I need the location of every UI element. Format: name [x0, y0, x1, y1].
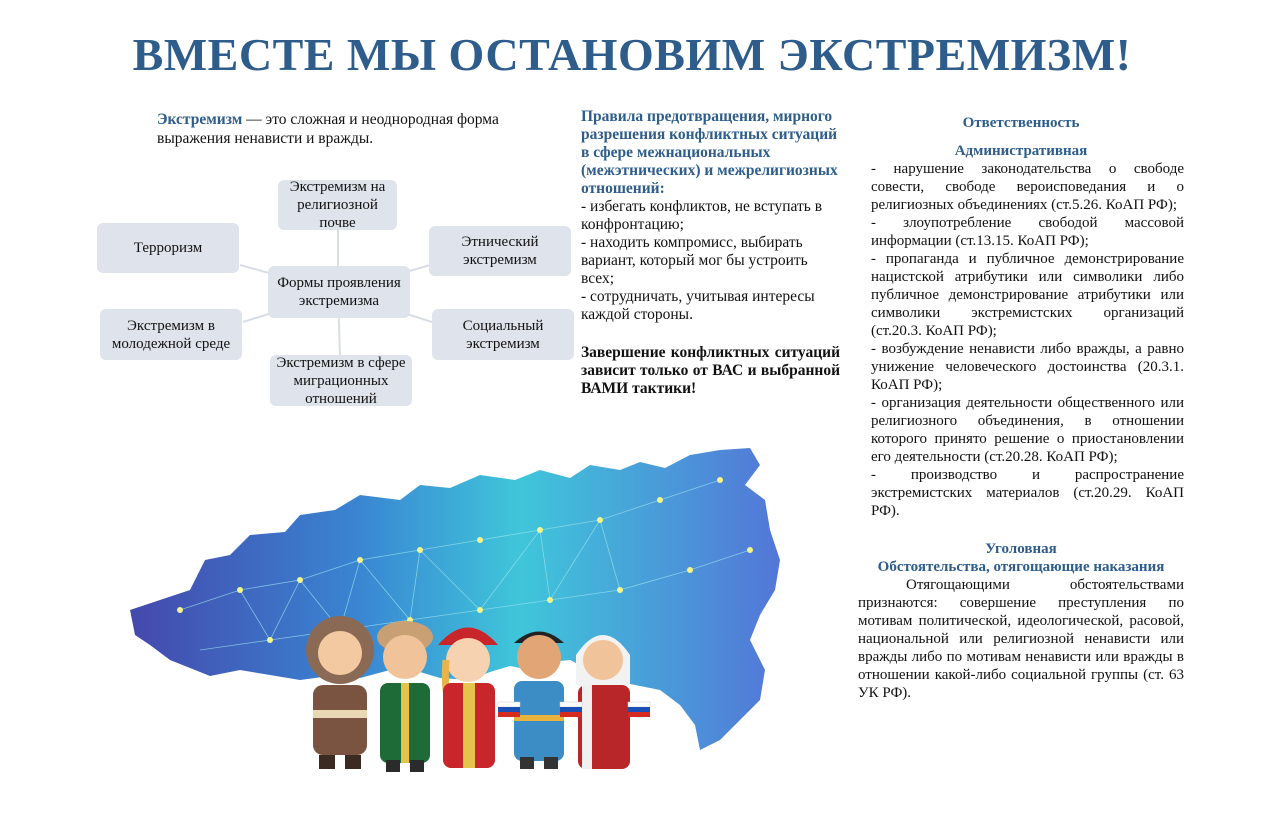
- rules-final-note: Завершение конфликтных ситуаций зависит только от ВАС и выбранной ВАМИ тактики!: [581, 344, 840, 397]
- page-title: ВМЕСТЕ МЫ ОСТАНОВИМ ЭКСТРЕМИЗМ!: [132, 29, 1132, 80]
- russia-map-with-people-icon: [120, 440, 790, 780]
- responsibility-section: [858, 114, 1184, 702]
- intro-text: — это сложная и неоднородная форма выражения ненависти и вражды.: [157, 111, 499, 147]
- rules-section: [581, 108, 840, 398]
- rules-title: Правила предотвращения, мирного разрешения конфликтных ситуаций в сфере межнациональных (межэтнических) и межрелигиозных отношений:: [581, 108, 838, 197]
- mindmap-center: Формы проявления экстремизма: [268, 266, 410, 318]
- flag-icon: [628, 702, 650, 717]
- mindmap-node-ethnic: Этнический экстремизм: [429, 226, 571, 276]
- admin-item: - организация деятельности общественного или религиозного объединения, в отношении которого принято решение о приостановлении его деятельности (ст.20.28. КоАП РФ);: [871, 395, 1184, 465]
- person-north: [306, 616, 374, 769]
- admin-item: - злоупотребление свободой массовой информации (ст.13.15. КоАП РФ);: [871, 215, 1184, 249]
- mindmap-node-religious: Экстремизм на религиозной почве: [278, 180, 397, 230]
- person-green: [377, 621, 433, 772]
- mindmap-node-social: Социальный экстремизм: [432, 309, 574, 360]
- person-white-scarf: [576, 635, 630, 769]
- admin-list: [871, 160, 1184, 520]
- rule-item: - избегать конфликтов, не вступать в конфронтацию;: [581, 198, 823, 233]
- flag-icon: [560, 702, 582, 717]
- person-blue: [514, 632, 564, 770]
- criminal-subheading: Обстоятельства, отягощающие наказания: [877, 559, 1165, 575]
- criminal-section: [858, 540, 1184, 702]
- responsibility-heading: Ответственность: [962, 115, 1080, 131]
- admin-item: - нарушение законодательства о свободе совести, свободе вероисповедания и о религиозных объединениях (ст.5.26. КоАП РФ);: [871, 161, 1184, 213]
- criminal-text: Отягощающими обстоятельствами признаются: совершение преступления по мотивам политической, идеологической, расовой, национальной или религиозной ненависти или вражды либо по мотивам ненависти или вражды в отношении какой-либо социальной группы (ст. 63 УК РФ).: [858, 577, 1184, 701]
- admin-item: - производство и распространение экстремистских материалов (ст.20.29. КоАП РФ).: [871, 467, 1184, 519]
- intro-term: Экстремизм: [157, 111, 243, 128]
- admin-heading: Административная: [954, 143, 1088, 159]
- mindmap-node-migration: Экстремизм в сфере миграционных отношений: [270, 355, 412, 406]
- flag-icon: [498, 702, 520, 717]
- rule-item: - сотрудничать, учитывая интересы каждой стороны.: [581, 288, 815, 323]
- mindmap-node-terrorism: Терроризм: [97, 223, 239, 273]
- criminal-heading: Уголовная: [985, 541, 1057, 557]
- mindmap-node-youth: Экстремизм в молодежной среде: [100, 309, 242, 360]
- admin-item: - пропаганда и публичное демонстрирование нацистской атрибутики или символики либо публичное демонстрирование атрибутики или символики экстремистских организаций (ст.20.3. КоАП РФ);: [871, 251, 1184, 339]
- admin-item: - возбуждение ненависти либо вражды, а равно унижение человеческого достоинства (20.3.1. КоАП РФ);: [871, 341, 1184, 393]
- rule-item: - находить компромисс, выбирать вариант, который мог бы устроить всех;: [581, 234, 808, 287]
